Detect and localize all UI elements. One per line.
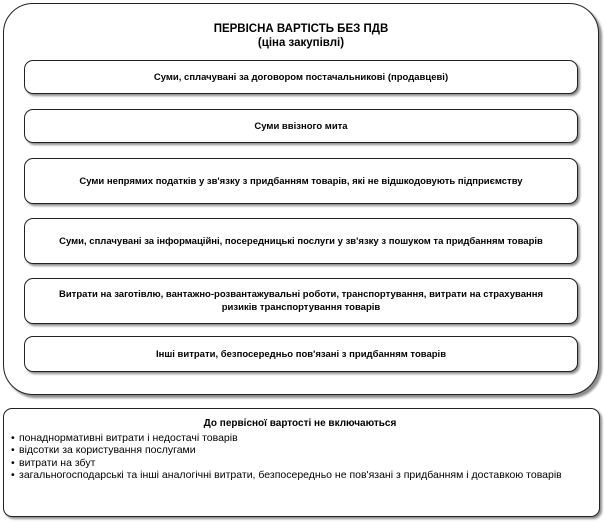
component-label: Інші витрати, безпосередньо пов'язані з придбанням товарів xyxy=(155,348,447,360)
bullet-icon: • xyxy=(11,469,15,481)
exclusions-box xyxy=(3,408,600,517)
component-box-import-duty xyxy=(24,109,578,143)
list-item-text: загальногосподарські та інші аналогічні витрати, безпосередньо не пов'язані з придбанням і доставкою товарів xyxy=(19,469,562,481)
list-item-text: витрати на збут xyxy=(19,456,96,469)
diagram-title xyxy=(4,22,598,50)
diagram-title-line1: ПЕРВІСНА ВАРТІСТЬ БЕЗ ПДВ xyxy=(213,23,389,35)
component-box-other-costs xyxy=(24,336,578,372)
component-label: Суми, сплачувані за договором постачальникові (продавцеві) xyxy=(153,71,449,83)
component-label: Витрати на заготівлю, вантажно-розвантажувальні роботи, транспортування, витрати на страхування ризиків транспортування товарів xyxy=(58,289,544,313)
component-box-supplier-payments xyxy=(24,60,578,94)
list-item xyxy=(11,469,589,482)
component-box-indirect-taxes xyxy=(24,158,578,204)
exclusions-list xyxy=(11,432,589,482)
component-label: Суми непрямих податків у зв'язку з придбанням товарів, які не відшкодовують підприємству xyxy=(79,175,523,187)
diagram-title-line2: (ціна закупівлі) xyxy=(257,37,345,49)
list-item-text: відсотки за користування послугами xyxy=(19,444,196,456)
component-box-procurement-transport xyxy=(24,278,578,324)
list-item-text: понаднормативні витрати і недостачі товарів xyxy=(19,431,238,444)
component-label: Суми ввізного мита xyxy=(254,120,348,132)
list-item xyxy=(11,444,589,457)
exclusions-title: До первісної вартості не включаються xyxy=(203,418,397,429)
component-label: Суми, сплачувані за інформаційні, посередницькі послуги у зв'язку з пошуком та придбанням товарів xyxy=(59,235,543,247)
bullet-icon: • xyxy=(11,456,15,469)
bullet-icon: • xyxy=(11,431,15,444)
bullet-icon: • xyxy=(11,444,15,456)
list-item xyxy=(11,457,589,470)
list-item xyxy=(11,432,589,445)
component-box-intermediary-services xyxy=(24,218,578,264)
